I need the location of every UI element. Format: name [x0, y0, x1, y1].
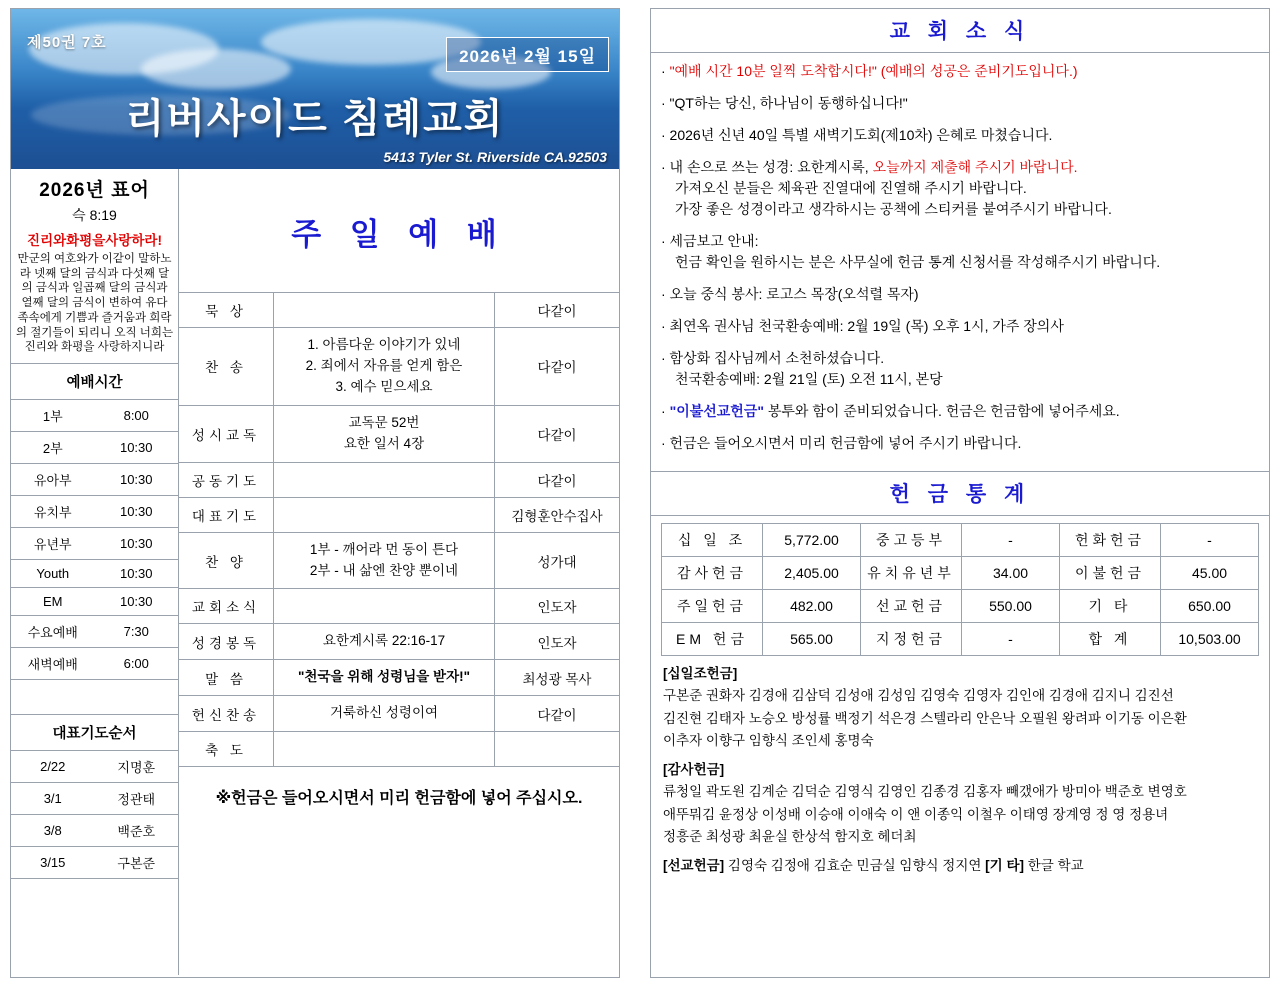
- news-text: "이불선교헌금": [669, 403, 764, 419]
- offering-amount: 2,405.00: [763, 557, 861, 590]
- service-time-row: [11, 432, 178, 464]
- prayer-date: 3/15: [11, 847, 95, 879]
- prayer-order-row: [11, 783, 178, 815]
- donor-names: 정흥준 최성광 최윤실 한상석 함지호 헤더최: [663, 828, 917, 844]
- offering-stats-title: 헌 금 통 계: [651, 471, 1269, 516]
- worship-item: 찬 송: [179, 328, 274, 406]
- news-text: "예배 시간 10분 일찍 도착합시다!" (예배의 성공은 준비기도입니다.): [669, 63, 1078, 79]
- worship-item: 교회소식: [179, 589, 274, 624]
- year-motto: [11, 169, 178, 364]
- offering-amount: 34.00: [962, 557, 1060, 590]
- offering-amount: -: [1161, 524, 1259, 557]
- prayer-person: 구본준: [95, 847, 179, 879]
- church-address: 5413 Tyler St. Riverside CA.92503: [383, 149, 607, 165]
- worship-leader: 다같이: [495, 462, 620, 497]
- worship-leader: 다같이: [495, 405, 620, 462]
- donor-category: [십일조헌금]: [663, 666, 738, 681]
- prayer-person: 지명훈: [95, 751, 179, 783]
- worship-row: [179, 293, 619, 328]
- offering-label: 헌화헌금: [1059, 524, 1160, 557]
- worship-title: 주 일 예 배: [179, 169, 619, 293]
- worship-content: 1. 아름다운 이야기가 있네 2. 죄에서 자유를 얻게 함은 3. 예수 믿으세요: [274, 328, 495, 406]
- worship-item: 찬 양: [179, 532, 274, 589]
- donor-category: [기 타]: [985, 858, 1024, 873]
- donor-category: [선교헌금]: [663, 858, 725, 873]
- news-item: [661, 284, 1259, 305]
- offering-row: [662, 590, 1259, 623]
- service-name: 유년부: [11, 528, 95, 560]
- service-times-title: 예배시간: [11, 364, 178, 400]
- service-name: 유아부: [11, 464, 95, 496]
- issue-date: 2026년 2월 15일: [446, 37, 609, 72]
- prayer-date: 3/8: [11, 815, 95, 847]
- news-item: [661, 125, 1259, 146]
- news-item: [661, 61, 1259, 82]
- news-text: 봉투와 함이 준비되었습니다. 헌금은 헌금함에 넣어주세요.: [763, 403, 1120, 419]
- service-time: 10:30: [95, 588, 179, 616]
- worship-leader: [495, 732, 620, 767]
- service-time-row: [11, 528, 178, 560]
- service-times-table: [11, 400, 178, 680]
- prayer-order-row: [11, 847, 178, 879]
- offering-amount: 45.00: [1161, 557, 1259, 590]
- donor-names: 한글 학교: [1023, 858, 1084, 873]
- worship-leader: 인도자: [495, 624, 620, 660]
- news-text: · 내 손으로 쓰는 성경: 요한계시록,: [661, 159, 873, 175]
- church-news-list: [651, 53, 1269, 471]
- worship-content: [274, 589, 495, 624]
- prayer-order-row: [11, 751, 178, 783]
- news-text: ·: [661, 63, 670, 79]
- offering-amount: 10,503.00: [1161, 623, 1259, 656]
- service-time: 6:00: [95, 648, 179, 680]
- worship-content: "천국을 위해 성령님을 받자!": [274, 660, 495, 696]
- right-panel: [650, 8, 1270, 978]
- news-item: [661, 348, 1259, 390]
- volume-label: 제50권 7호: [27, 34, 107, 51]
- offering-stats-table: [661, 523, 1259, 656]
- service-name: Youth: [11, 560, 95, 588]
- news-text: · 세금보고 안내:: [661, 233, 759, 249]
- news-item: [661, 157, 1259, 220]
- worship-content: [274, 497, 495, 532]
- offering-label: 유치유년부: [860, 557, 961, 590]
- prayer-order-row: [11, 815, 178, 847]
- news-text: ·: [661, 403, 670, 419]
- service-time-row: [11, 560, 178, 588]
- church-news-title: 교 회 소 식: [651, 9, 1269, 53]
- worship-content: [274, 293, 495, 328]
- service-time-row: [11, 616, 178, 648]
- offering-amount: 650.00: [1161, 590, 1259, 623]
- offering-label: 이불헌금: [1059, 557, 1160, 590]
- worship-leader: 성가대: [495, 532, 620, 589]
- service-time: 7:30: [95, 616, 179, 648]
- offering-label: 주일헌금: [662, 590, 763, 623]
- worship-row: [179, 328, 619, 406]
- worship-content: [274, 732, 495, 767]
- offering-row: [662, 524, 1259, 557]
- donor-names: 애뚜뭐김 윤정상 이성배 이승애 이애숙 이 앤 이종익 이철우 이태영 장계영 정 영 정용녀: [663, 806, 1169, 822]
- donor-category: [감사헌금]: [663, 762, 725, 777]
- worship-row: [179, 405, 619, 462]
- service-time: 10:30: [95, 560, 179, 588]
- offering-label: 지정헌금: [860, 623, 961, 656]
- service-time: 10:30: [95, 528, 179, 560]
- motto-verse: 만군의 여호와가 이같이 말하노라 넷째 달의 금식과 다섯째 달의 금식과 일곱째 달의 금식과 열째 달의 금식이 변하여 유다 족속에게 기쁨과 즐거움과 희락의 절기들이 되리니 오직 너희는 진리와 화평을 사랑하지니라: [15, 253, 174, 354]
- church-banner: [11, 9, 619, 169]
- service-time: 10:30: [95, 496, 179, 528]
- news-text: 오늘까지 제출해 주시기 바랍니다.: [872, 159, 1078, 175]
- worship-leader: 인도자: [495, 589, 620, 624]
- offering-label: 기 타: [1059, 590, 1160, 623]
- news-text: · 최연옥 권사님 천국환송예배: 2월 19일 (목) 오후 1시, 가주 장의사: [661, 318, 1064, 334]
- worship-content: 거룩하신 성령이여: [274, 696, 495, 732]
- offering-row: [662, 623, 1259, 656]
- offering-notice: ※헌금은 들어오시면서 미리 헌금함에 넣어 주십시오.: [215, 790, 583, 808]
- offering-amount: -: [962, 623, 1060, 656]
- donor-names: 이추자 이향구 임향식 조인세 홍명숙: [663, 732, 874, 748]
- cloud-decoration: [141, 49, 291, 89]
- motto-year: 2026년 표어: [39, 180, 150, 201]
- worship-item: 축 도: [179, 732, 274, 767]
- worship-row: [179, 660, 619, 696]
- worship-content: 요한계시록 22:16-17: [274, 624, 495, 660]
- offering-label: 감사헌금: [662, 557, 763, 590]
- worship-row: [179, 696, 619, 732]
- offering-amount: -: [962, 524, 1060, 557]
- service-time-row: [11, 588, 178, 616]
- worship-item: 성경봉독: [179, 624, 274, 660]
- worship-item: 묵 상: [179, 293, 274, 328]
- news-subline: 헌금 확인을 원하시는 분은 사무실에 헌금 통계 신청서를 작성해주시기 바랍니다.: [675, 254, 1161, 270]
- left-sidebar-column: [11, 169, 179, 975]
- prayer-date: 3/1: [11, 783, 95, 815]
- worship-leader: 김형훈안수집사: [495, 497, 620, 532]
- worship-content: [274, 462, 495, 497]
- worship-row: [179, 462, 619, 497]
- worship-order-table: [179, 293, 619, 767]
- worship-item: 헌신찬송: [179, 696, 274, 732]
- offering-amount: 550.00: [962, 590, 1060, 623]
- offering-label: 선교헌금: [860, 590, 961, 623]
- news-text: · 함상화 집사님께서 소천하셨습니다.: [661, 350, 885, 366]
- worship-content: 교독문 52번 요한 일서 4장: [274, 405, 495, 462]
- worship-item: 공동기도: [179, 462, 274, 497]
- motto-headline: 진리와화평을사랑하라!: [27, 233, 162, 248]
- offering-amount: 482.00: [763, 590, 861, 623]
- motto-reference: 슥 8:19: [72, 207, 117, 223]
- news-item: [661, 231, 1259, 273]
- news-subline: 가장 좋은 성경이라고 생각하시는 공책에 스티커를 붙여주시기 바랍니다.: [675, 201, 1112, 217]
- news-text: · "QT하는 당신, 하나님이 동행하십니다!": [661, 95, 908, 111]
- donor-block: [663, 664, 1257, 751]
- donor-names: 구본준 권화자 김경애 김삼덕 김성애 김성임 김영숙 김영자 김인애 김경애 김지니 김진선: [663, 688, 1174, 704]
- donor-block: [663, 760, 1257, 847]
- worship-row: [179, 589, 619, 624]
- news-item: [661, 93, 1259, 114]
- news-item: [661, 433, 1259, 454]
- worship-row: [179, 732, 619, 767]
- news-text: · 헌금은 들어오시면서 미리 헌금함에 넣어 주시기 바랍니다.: [661, 435, 1022, 451]
- worship-leader: 다같이: [495, 696, 620, 732]
- service-name: EM: [11, 588, 95, 616]
- news-item: [661, 401, 1259, 422]
- left-body: [11, 169, 619, 975]
- left-panel: [10, 8, 620, 978]
- worship-leader: 다같이: [495, 328, 620, 406]
- news-text: · 2026년 신년 40일 특별 새벽기도회(제10차) 은혜로 마쳤습니다.: [661, 127, 1053, 143]
- service-time: 8:00: [95, 400, 179, 432]
- worship-row: [179, 532, 619, 589]
- donor-inline-row: [663, 856, 1257, 876]
- worship-leader: 다같이: [495, 293, 620, 328]
- prayer-order-table: [11, 751, 178, 879]
- news-item: [661, 316, 1259, 337]
- prayer-person: 정관태: [95, 783, 179, 815]
- worship-item: 성시교독: [179, 405, 274, 462]
- donor-names: 김진현 김태자 노승오 방성률 백정기 석은경 스텔라리 안은낙 오필원 왕려파 이기동 이은환: [663, 710, 1187, 726]
- church-name: 리버사이드 침례교회: [125, 97, 505, 141]
- service-time-row: [11, 496, 178, 528]
- service-time-row: [11, 400, 178, 432]
- worship-row: [179, 497, 619, 532]
- service-name: 새벽예배: [11, 648, 95, 680]
- worship-leader: 최성광 목사: [495, 660, 620, 696]
- worship-content: 1부 - 깨어라 먼 동이 튼다 2부 - 내 삶엔 찬양 뿐이네: [274, 532, 495, 589]
- worship-item: 말 씀: [179, 660, 274, 696]
- service-time-row: [11, 648, 178, 680]
- prayer-order-title: 대표기도순서: [11, 714, 178, 751]
- service-name: 유치부: [11, 496, 95, 528]
- service-time: 10:30: [95, 464, 179, 496]
- offering-label: 합 계: [1059, 623, 1160, 656]
- news-text: · 오늘 중식 봉사: 로고스 목장(오석렬 목자): [661, 286, 919, 302]
- offering-amount: 565.00: [763, 623, 861, 656]
- service-name: 수요예배: [11, 616, 95, 648]
- news-subline: 가져오신 분들은 체육관 진열대에 진열해 주시기 바랍니다.: [675, 180, 1027, 196]
- service-time: 10:30: [95, 432, 179, 464]
- donor-block: [663, 856, 1257, 876]
- worship-row: [179, 624, 619, 660]
- worship-column: [179, 169, 619, 975]
- prayer-person: 백준호: [95, 815, 179, 847]
- news-subline: 천국환송예배: 2월 21일 (토) 오전 11시, 본당: [675, 371, 943, 387]
- service-name: 2부: [11, 432, 95, 464]
- offering-row: [662, 557, 1259, 590]
- donor-lists: [651, 656, 1269, 889]
- worship-item: 대표기도: [179, 497, 274, 532]
- service-name: 1부: [11, 400, 95, 432]
- prayer-date: 2/22: [11, 751, 95, 783]
- service-time-row: [11, 464, 178, 496]
- donor-names: 김영숙 김정애 김효순 민금실 임향식 정지연: [724, 858, 986, 873]
- offering-amount: 5,772.00: [763, 524, 861, 557]
- offering-label: 십 일 조: [662, 524, 763, 557]
- sidebar-spacer: [11, 680, 178, 714]
- offering-label: 중고등부: [860, 524, 961, 557]
- donor-names: 류청일 곽도원 김계순 김덕순 김영식 김영인 김종경 김홍자 빼갰애가 방미아 백준호 변영호: [663, 784, 1187, 800]
- offering-label: EM 헌금: [662, 623, 763, 656]
